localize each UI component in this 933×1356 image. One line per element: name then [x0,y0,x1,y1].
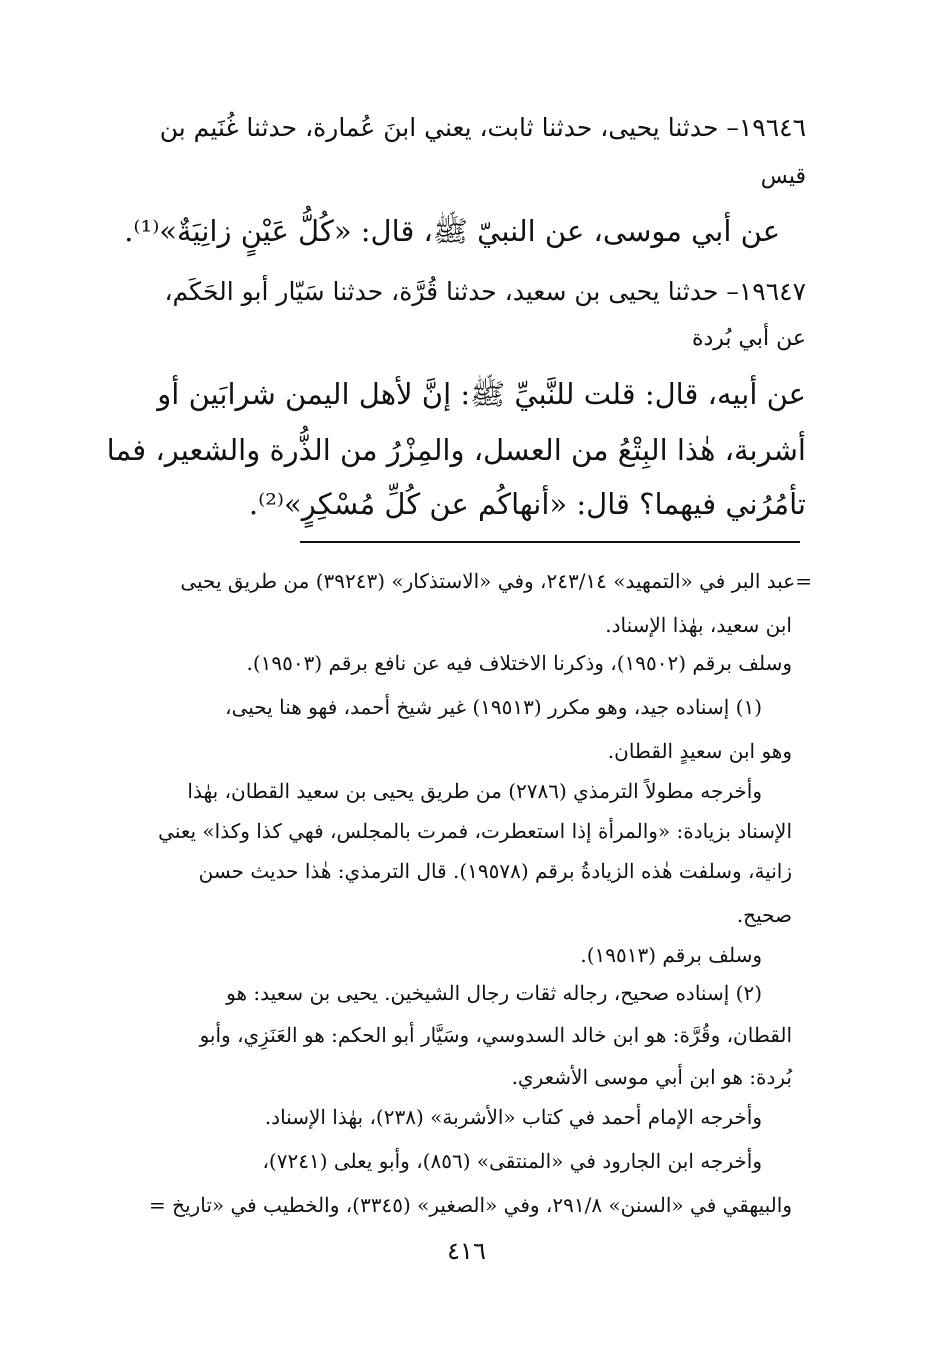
footnote-line: وسلف برقم (١٩٥٠٢)، وذكرنا الاختلاف فيه عن نافع برقم (١٩٥٠٣). [246,651,792,675]
hadith-19647-text-2: أشربة، هٰذا البِتْعُ من العسل، والمِزْرُ من الذُّرة والشعير، فما [106,433,806,467]
page-number: ٤١٦ [447,1237,486,1265]
footnote-line: بُردة: هو ابن أبي موسى الأشعري. [511,1065,792,1089]
footnote-line: وسلف برقم (١٩٥١٣). [580,943,762,967]
footnote-1-start: (١) إسناده جيد، وهو مكرر (١٩٥١٣) غير شيخ أحمد، فهو هنا يحيى، [225,695,762,719]
hadith-19647-text-1: عن أبيه، قال: قلت للنَّبيِّ ﷺ: إنَّ لأهل اليمن شرابَين أو [157,377,806,411]
footnote-separator [300,541,800,543]
footnote-line: ابن سعيد، بهٰذا الإسناد. [605,613,792,637]
footnote-line: وأخرجه مطولاً الترمذي (٢٧٨٦) من طريق يحيى بن سعيد القطان، بهٰذا [187,779,762,803]
hadith-19647-text-3: تأمُرُني فيهما؟ قال: «أنهاكُم عن كُلِّ مُسْكِرٍ»⁽²⁾. [248,487,806,521]
footnote-line: وأخرجه الإمام أحمد في كتاب «الأشربة» (٢٣٨)، بهٰذا الإسناد. [264,1105,762,1129]
hadith-19646-line-1: ١٩٦٤٦– حدثنا يحيى، حدثنا ثابت، يعني ابنَ عُمارة، حدثنا غُنَيم بن [159,113,806,142]
footnote-line: والبيهقي في «السنن» ٢٩١/٨، وفي «الصغير» (٣٣٤٥)، والخطيب في «تاريخ = [148,1193,792,1217]
footnote-line: زانية، وسلفت هٰذه الزيادةُ برقم (١٩٥٧٨). قال الترمذي: هٰذا حديث حسن [198,859,792,883]
footnote-line: الإسناد بزيادة: «والمرأة إذا استعطرت، فمرت بالمجلس، فهي كذا وكذا» يعني [158,819,792,843]
footnote-line: وهو ابن سعيدٍ القطان. [607,739,792,763]
footnote-line: وأخرجه ابن الجارود في «المنتقى» (٨٥٦)، وأبو يعلى (٧٢٤١)، [262,1149,762,1173]
footnote-2-start: (٢) إسناده صحيح، رجاله ثقات رجال الشيخين. يحيى بن سعيد: هو [226,981,762,1005]
hadith-19646-line-2: قيس [760,164,806,189]
footnote-line: القطان، وقُرَّة: هو ابن خالد السدوسي، وسَيَّار أبو الحكم: هو العَنَزِي، وأبو [199,1023,792,1047]
footnote-line: =عبد البر في «التمهيد» ٢٤٣/١٤، وفي «الاستذكار» (٣٩٢٤٣) من طريق يحيى [180,569,812,593]
hadith-19646-text: عن أبي موسى، عن النبيّ ﷺ، قال: «كُلُّ عَيْنٍ زانِيَةٌ»⁽¹⁾. [124,214,780,248]
hadith-19647-line-1: ١٩٦٤٧– حدثنا يحيى بن سعيد، حدثنا قُرَّة، حدثنا سَيّار أبو الحَكَم، [164,277,806,306]
hadith-19647-line-2: عن أبي بُردة [691,326,806,351]
footnote-line: صحيح. [736,903,792,927]
